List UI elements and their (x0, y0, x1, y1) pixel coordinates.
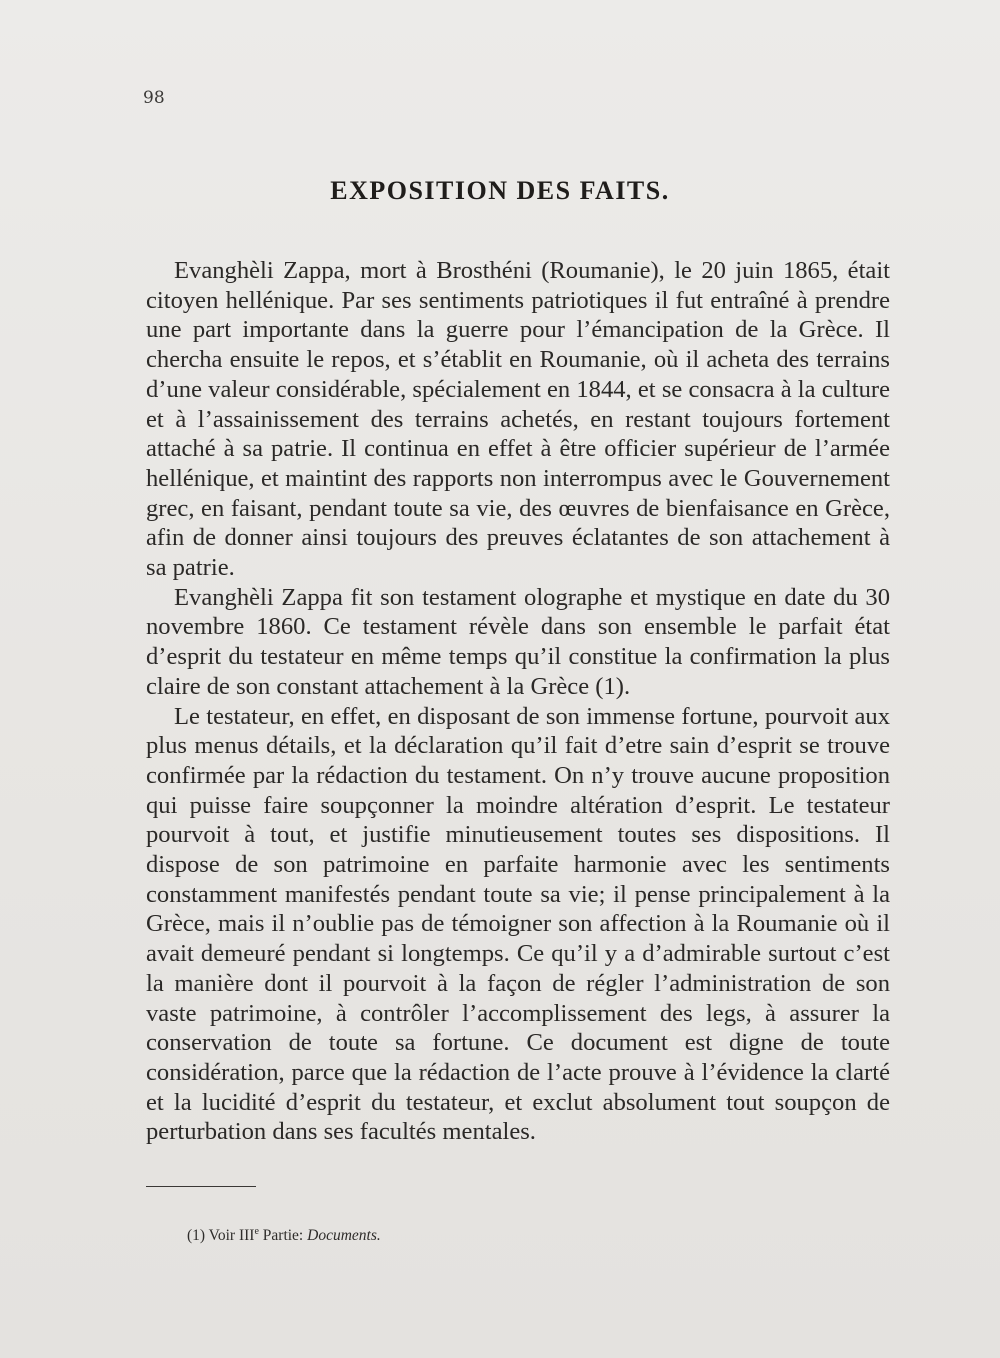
footnote-italic-ref: Documents. (307, 1227, 381, 1245)
paragraph-2: Evanghèli Zappa fit son testament olographe et mystique en date du 30 novembre 1860. Ce testament révèle dans son ensemble le parfait état d’esprit du testateur en même temps qu’il constitue la confirmation la plus claire de son constant attachement à la Grèce (1). (146, 583, 890, 700)
section-heading: EXPOSITION DES FAITS. (330, 176, 670, 205)
footnote-middle: Partie: (258, 1227, 308, 1245)
footnote-superscript: e (254, 1226, 259, 1237)
footnote-marker: (1) Voir III (187, 1227, 255, 1245)
body-text (146, 256, 890, 1147)
footnote-divider (146, 1186, 256, 1187)
paragraph-3: Le testateur, en effet, en disposant de son immense fortune, pourvoit aux plus menus détails, et la déclaration qu’il fait d’etre sain d’esprit se trouve confirmée par la rédaction du testament. On n’y trouve aucune proposition qui puisse faire soupçonner la moindre altération d’esprit. Le testateur pourvoit à tout, et justifie minutieusement toutes ses dispositions. Il dispose de son patrimoine en parfaite harmonie avec les sentiments constamment manifestés pendant toute sa vie; il pense principalement à la Grèce, mais il n’oublie pas de témoigner son affection à la Roumanie où il avait demeuré pendant si longtemps. Ce qu’il y a d’admirable surtout c’est la manière dont il pourvoit à la façon de régler l’administration de son vaste patrimoine, à contrôler l’accomplissement des legs, à assurer la conservation de toute sa fortune. Ce document est digne de toute considération, parce que la rédaction de l’acte prouve à l’évidence la clarté et la lucidité d’esprit du testateur, et exclut absolument tout soupçon de perturbation dans ses facultés mentales. (146, 702, 890, 1146)
paragraph-1: Evanghèli Zappa, mort à Brosthéni (Roumanie), le 20 juin 1865, était citoyen hellénique. Par ses sentiments patriotiques il fut entraîné à prendre une part importante dans la guerre pour l’émancipation de la Grèce. Il chercha ensuite le repos, et s’établit en Roumanie, où il acheta des terrains d’une valeur considérable, spécialement en 1844, et se consacra à la culture et à l’assainissement des terrains achetés, en restant toujours fortement attaché à sa patrie. Il continua en effet à être officier supérieur de l’armée hellénique, et maintint des rapports non interrompus avec le Gouvernement grec, en faisant, pendant toute sa vie, des œuvres de bienfaisance en Grèce, afin de donner ainsi toujours des preuves éclatantes de son attachement à sa patrie. (146, 257, 890, 582)
page-number: 98 (143, 88, 165, 108)
footnote (187, 1226, 381, 1245)
